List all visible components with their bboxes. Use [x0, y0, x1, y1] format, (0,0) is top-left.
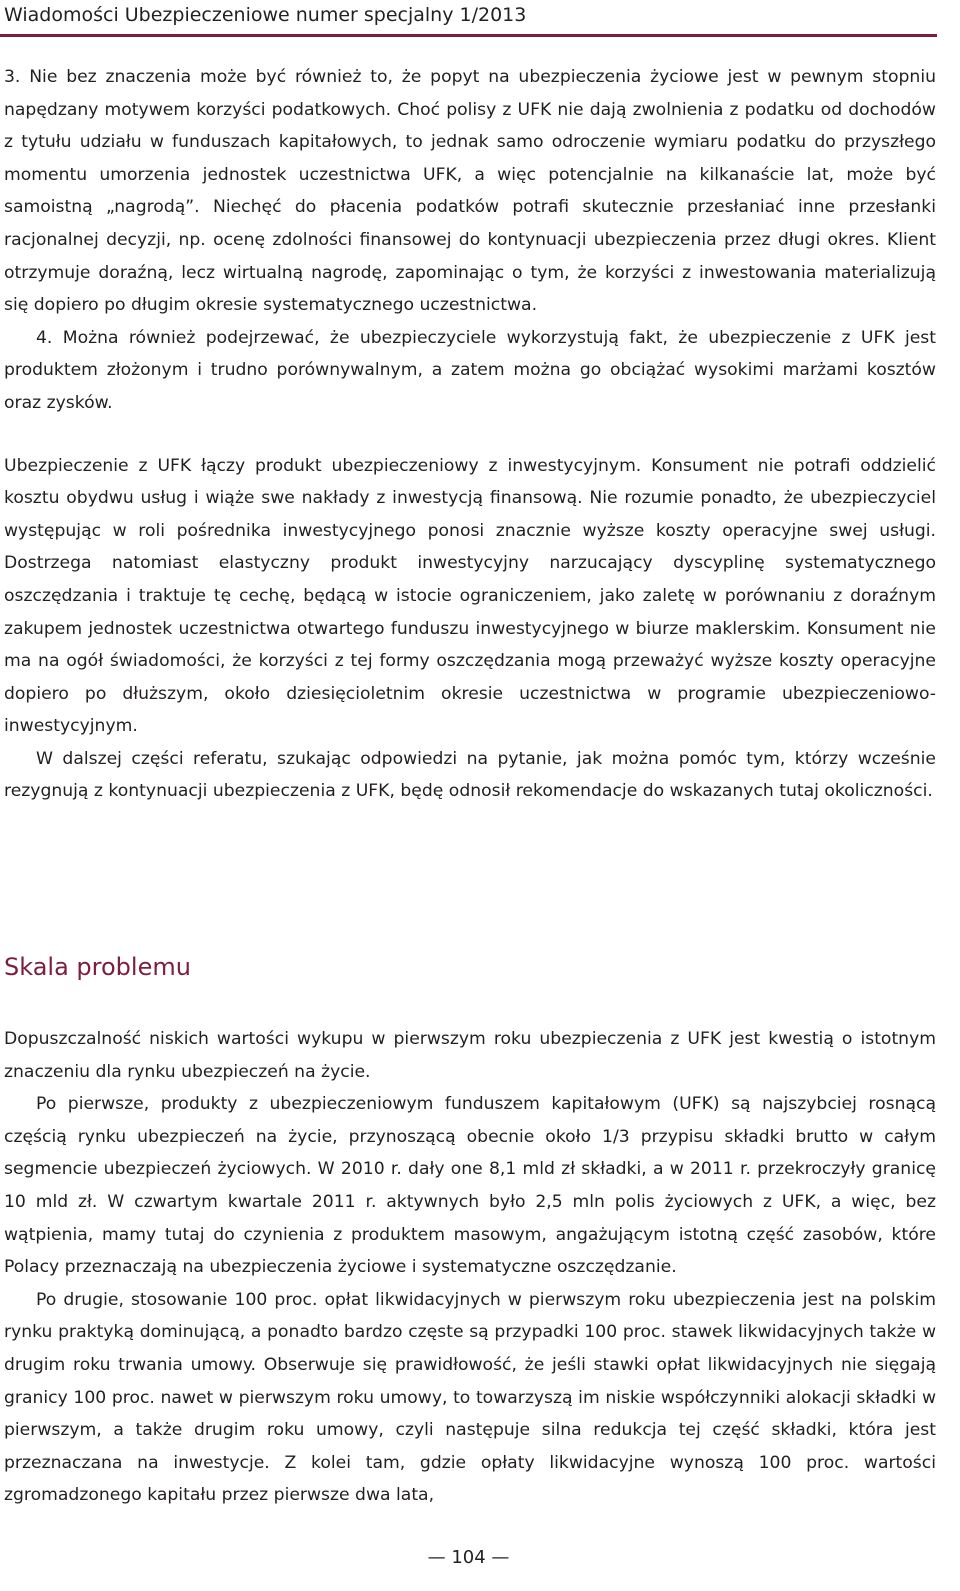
page-number: — 104 —	[427, 1547, 510, 1568]
section-text	[4, 1023, 936, 1512]
section-heading: Skala problemu	[4, 953, 191, 981]
paragraph-ufk: Ubezpieczenie z UFK łączy produkt ubezpieczeniowy z inwestycyjnym. Konsument nie potrafi oddzielić kosztu obydwu usług i wiąże swe nakłady z inwestycją finansową. Nie rozumie ponadto, że ubezpieczyciel występując w roli pośrednika inwestycyjnego ponosi znacznie wyższe koszty operacyjne swej usługi. Dostrzega natomiast elastyczny produkt inwestycyjny narzucający dyscyplinę systematycznego oszczędzania i traktuje tę cechę, będącą w istocie ograniczeniem, jako zaletę w porównaniu z doraźnym zakupem jednostek uczestnictwa otwartego funduszu inwestycyjnego w biurze maklerskim. Konsument nie ma na ogół świadomości, że korzyści z tej formy oszczędzania mogą przeważyć wyższe koszty operacyjne dopiero po dłuższym, około dziesięcioletnim okresie uczestnictwa w programie ubezpieczeniowo-inwestycyjnym.	[4, 455, 936, 737]
header-divider	[0, 34, 937, 37]
paragraph-intro: Dopuszczalność niskich wartości wykupu w pierwszym roku ubezpieczenia z UFK jest kwestią o istotnym znaczeniu dla rynku ubezpieczeń na życie.	[4, 1029, 936, 1082]
paragraph-further-part: W dalszej części referatu, szukając odpowiedzi na pytanie, jak można pomóc tym, którzy wcześnie rezygnują z kontynuacji ubezpieczenia z UFK, będę odnosił rekomendacje do wskazanych tutaj okoliczności.	[4, 748, 936, 802]
running-header: Wiadomości Ubezpieczeniowe numer specjalny 1/2013	[4, 4, 527, 26]
main-text	[4, 61, 936, 808]
paragraph-first: Po pierwsze, produkty z ubezpieczeniowym funduszem kapitałowym (UFK) są najszybciej rosnącą częścią rynku ubezpieczeń na życie, przynoszącą obecnie około 1/3 przypisu składki brutto w całym segmencie ubezpieczeń życiowych. W 2010 r. dały one 8,1 mld zł składki, a w 2011 r. przekroczyły granicę 10 mld zł. W czwartym kwartale 2011 r. aktywnych było 2,5 mln polis życiowych z UFK, a więc, bez wątpienia, mamy tutaj do czynienia z produktem masowym, angażującym istotną część zasobów, które Polacy przeznaczają na ubezpieczenia życiowe i systematyczne oszczędzanie.	[4, 1094, 936, 1278]
paragraph-second: Po drugie, stosowanie 100 proc. opłat likwidacyjnych w pierwszym roku ubezpieczenia jest na polskim rynku praktyką dominującą, a ponadto bardzo częste są przypadki 100 proc. stawek likwidacyjnych także w drugim roku trwania umowy. Obserwuje się prawidłowość, że jeśli stawki opłat likwidacyjnych nie sięgają granicy 100 proc. nawet w pierwszym roku umowy, to towarzyszą im niskie współczynniki alokacji składki w pierwszym, a także drugim roku umowy, czyli następuje silna redukcja tej część składki, która jest przeznaczana na inwestycje. Z kolei tam, gdzie opłaty likwidacyjne wynoszą 100 proc. wartości zgromadzonego kapitału przez pierwsze dwa lata,	[4, 1289, 936, 1506]
paragraph-point-4: 4. Można również podejrzewać, że ubezpieczyciele wykorzystują fakt, że ubezpieczenie z UFK jest produktem złożonym i trudno porównywalnym, a zatem można go obciążać wysokimi marżami kosztów oraz zysków.	[4, 327, 936, 413]
paragraph-point-3: 3. Nie bez znaczenia może być również to, że popyt na ubezpieczenia życiowe jest w pewnym stopniu napędzany motywem korzyści podatkowych. Choć polisy z UFK nie dają zwolnienia z podatku od dochodów z tytułu udziału w funduszach kapitałowych, to jednak samo odroczenie wymiaru podatku do przyszłego momentu umorzenia jednostek uczestnictwa UFK, a więc potencjalnie na kilkanaście lat, może być samoistną „nagrodą”. Niechęć do płacenia podatków potrafi skutecznie przesłaniać inne przesłanki racjonalnej decyzji, np. ocenę zdolności finansowej do kontynuacji ubezpieczenia przez długi okres. Klient otrzymuje doraźną, lecz wirtualną nagrodę, zapominając o tym, że korzyści z inwestowania materializują się dopiero po długim okresie systematycznego uczestnictwa.	[4, 67, 936, 316]
